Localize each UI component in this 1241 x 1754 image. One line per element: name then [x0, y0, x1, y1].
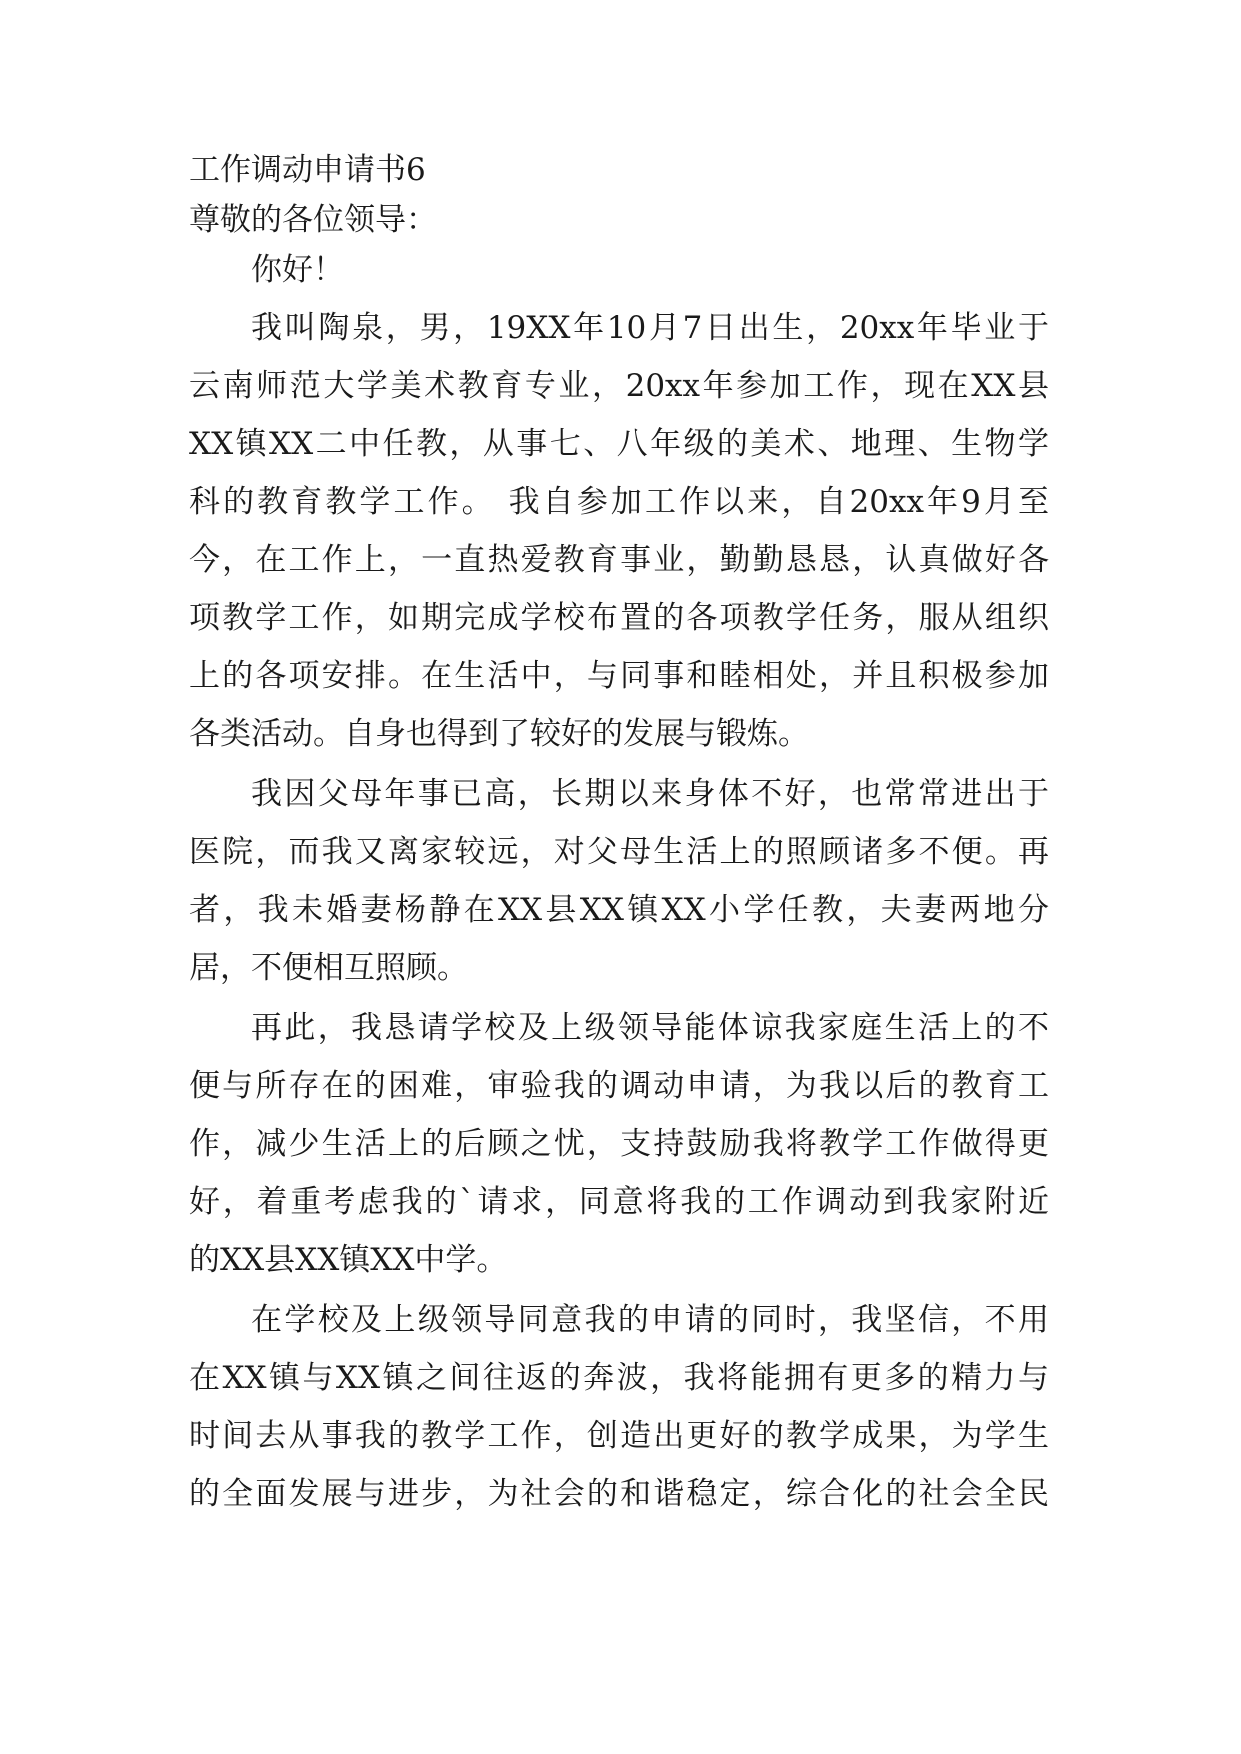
paragraph-line: 今，在工作上，一直热爱教育事业，勤勤恳恳，认真做好各: [189, 542, 1049, 578]
paragraph-line: 好，着重考虑我的`请求，同意将我的工作调动到我家附近: [189, 1184, 1049, 1220]
paragraph-line: 的全面发展与进步，为社会的和谐稳定，综合化的社会全民: [189, 1476, 1049, 1512]
paragraph-line: 时间去从事我的教学工作，创造出更好的教学成果，为学生: [189, 1418, 1049, 1454]
paragraph-line: 再此，我恳请学校及上级领导能体谅我家庭生活上的不: [251, 1010, 1049, 1046]
paragraph-line: 在XX镇与XX镇之间往返的奔波，我将能拥有更多的精力与: [189, 1360, 1049, 1396]
salutation: 尊敬的各位领导：: [189, 202, 437, 238]
paragraph-line: 云南师范大学美术教育专业，20xx年参加工作，现在XX县: [189, 368, 1049, 404]
paragraph-line: 我因父母年事已高，长期以来身体不好，也常常进出于: [251, 776, 1049, 812]
paragraph-line: 科的教育教学工作。 我自参加工作以来，自20xx年9月至: [189, 484, 1049, 520]
paragraph-line: 我叫陶泉，男，19XX年10月7日出生，20xx年毕业于: [251, 310, 1049, 346]
paragraph-line: 作，减少生活上的后顾之忧，支持鼓励我将教学工作做得更: [189, 1126, 1049, 1162]
paragraph-line: 在学校及上级领导同意我的申请的同时，我坚信，不用: [251, 1302, 1049, 1338]
paragraph-line: XX镇XX二中任教，从事七、八年级的美术、地理、生物学: [189, 426, 1049, 462]
paragraph-line: 各类活动。自身也得到了较好的发展与锻炼。: [189, 716, 809, 752]
paragraph-line: 项教学工作，如期完成学校布置的各项教学任务，服从组织: [189, 600, 1049, 636]
paragraph-line: 的XX县XX镇XX中学。: [189, 1242, 508, 1278]
greeting: 你好！: [251, 252, 344, 288]
paragraph-line: 居，不便相互照顾。: [189, 950, 468, 986]
paragraph-line: 医院，而我又离家较远，对父母生活上的照顾诸多不便。再: [189, 834, 1049, 870]
paragraph-line: 上的各项安排。在生活中，与同事和睦相处，并且积极参加: [189, 658, 1049, 694]
paragraph-line: 便与所存在的困难，审验我的调动申请，为我以后的教育工: [189, 1068, 1049, 1104]
paragraph-line: 者，我未婚妻杨静在XX县XX镇XX小学任教，夫妻两地分: [189, 892, 1049, 928]
document-title: 工作调动申请书6: [189, 152, 426, 188]
